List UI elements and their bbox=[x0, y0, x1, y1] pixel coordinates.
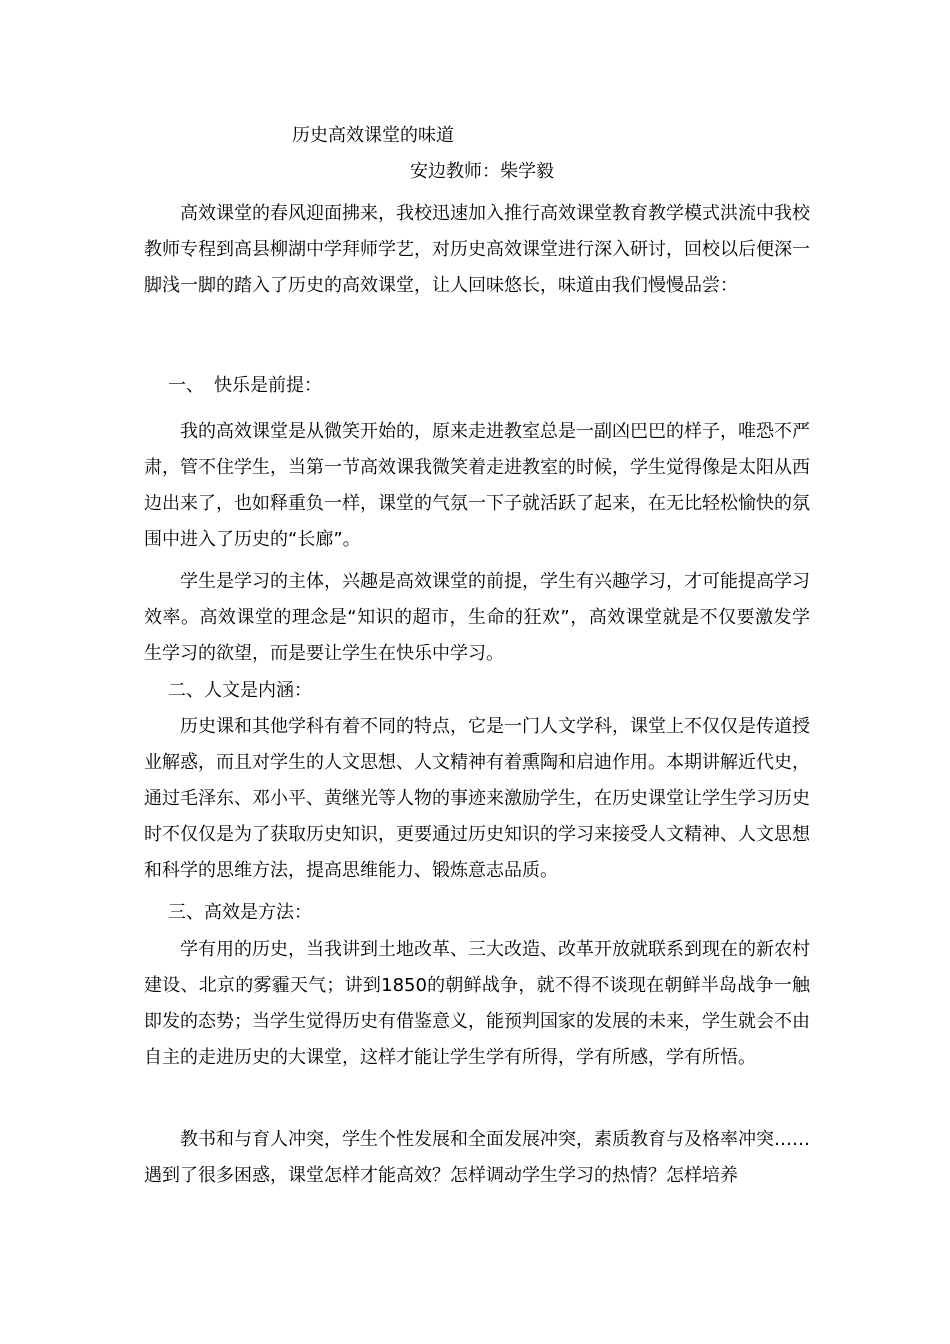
author-line: 安边教师：柴学毅 bbox=[410, 161, 554, 182]
document-title: 历史高效课堂的味道 bbox=[292, 125, 454, 146]
intro-paragraph: 高效课堂的春风迎面拂来，我校迅速加入推行高效课堂教育教学模式洪流中我校教师专程到高县柳湖中学拜师学艺，对历史高效课堂进行深入研讨，回校以后便深一脚浅一脚的踏入了历史的高效课堂，让人回味悠长，味道由我们慢慢品尝： bbox=[144, 203, 810, 296]
section-heading-3: 三、高效是方法： bbox=[168, 902, 312, 923]
section1-paragraph-2: 学生是学习的主体，兴趣是高效课堂的前提，学生有兴趣学习，才可能提高学习效率。高效课堂的理念是“知识的超市，生命的狂欢”，高效课堂就是不仅要激发学生学习的欲望，而是要让学生在快乐中学习。 bbox=[144, 571, 810, 664]
section3-paragraph-2: 教书和与育人冲突，学生个性发展和全面发展冲突，素质教育与及格率冲突……遇到了很多困惑，课堂怎样才能高效？怎样调动学生学习的热情？怎样培养 bbox=[144, 1129, 810, 1186]
section-heading-1 bbox=[168, 368, 322, 404]
section2-paragraph-1: 历史课和其他学科有着不同的特点，它是一门人文学科，课堂上不仅仅是传道授业解惑，而且对学生的人文思想、人文精神有着熏陶和启迪作用。本期讲解近代史，通过毛泽东、邓小平、黄继光等人物的事迹来激励学生，在历史课堂让学生学习历史时不仅仅是为了获取历史知识，更要通过历史知识的学习来接受人文精神、人文思想和科学的思维方法，提高思维能力、锻炼意志品质。 bbox=[144, 716, 810, 881]
section-heading-2: 二、人文是内涵： bbox=[168, 680, 312, 701]
section-heading-1-text: 快乐是前提： bbox=[214, 375, 322, 396]
section1-paragraph-1: 我的高效课堂是从微笑开始的，原来走进教室总是一副凶巴巴的样子，唯恐不严肃，管不住学生，当第一节高效课我微笑着走进教室的时候，学生觉得像是太阳从西边出来了，也如释重负一样，课堂的气氛一下子就活跃了起来，在无比轻松愉快的氛围中进入了历史的“长廊”。 bbox=[144, 421, 810, 550]
section3-paragraph-1: 学有用的历史，当我讲到土地改革、三大改造、改革开放就联系到现在的新农村建设、北京的雾霾天气；讲到1850的朝鲜战争，就不得不谈现在朝鲜半岛战争一触即发的态势；当学生觉得历史有借鉴意义，能预判国家的发展的未来，学生就会不由自主的走进历史的大课堂，这样才能让学生学有所得，学有所感，学有所悟。 bbox=[144, 939, 810, 1068]
section-number-1: 一、 bbox=[168, 375, 204, 396]
